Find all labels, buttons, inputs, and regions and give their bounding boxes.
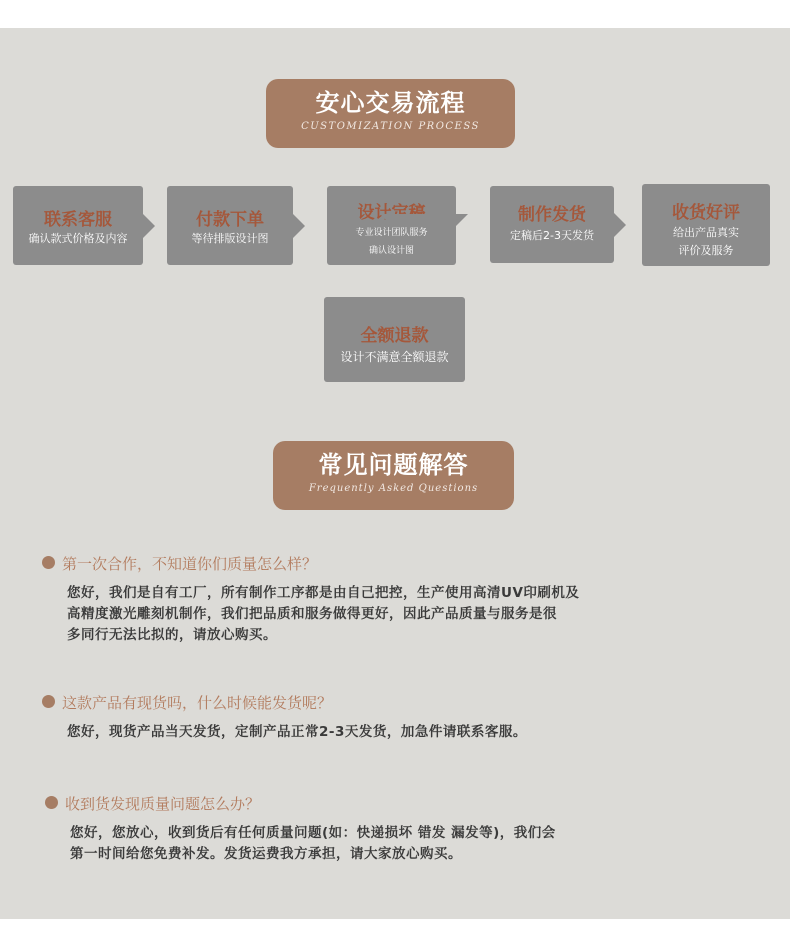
faq-subtitle: Frequently Asked Questions <box>308 483 479 494</box>
faq-answer <box>67 583 579 646</box>
step-title: 收货好评 <box>672 203 740 223</box>
step-title: 设计定稿 <box>357 203 426 223</box>
process-subtitle: CUSTOMIZATION PROCESS <box>301 121 480 132</box>
step-desc: 评价及服务 <box>678 244 734 257</box>
step-pay-order <box>167 186 293 265</box>
step-title: 全额退款 <box>360 326 429 346</box>
step-full-refund <box>324 297 465 382</box>
faq-answer-line: 高精度激光雕刻机制作，我们把品质和服务做得更好，因此产品质量与服务是很 <box>67 606 557 622</box>
faq-question-text: 这款产品有现货吗，什么时候能发货呢？ <box>62 694 333 712</box>
faq-answer-line: 第一时间给您免费补发。发货运费我方承担，请大家放心购买。 <box>70 846 462 862</box>
process-title: 安心交易流程 <box>315 89 466 117</box>
faq-question-text: 收到货发现质量问题怎么办？ <box>65 795 261 813</box>
faq-answer <box>70 823 556 865</box>
step-desc: 确认款式价格及内容 <box>28 232 128 245</box>
step-title: 联系客服 <box>44 210 112 230</box>
bullet-dot-icon <box>42 556 55 569</box>
step-design-finalize <box>327 186 456 265</box>
faq-answer-line: 您好，我们是自有工厂，所有制作工序都是由自己把控，生产使用高清UV印刷机及 <box>67 585 580 601</box>
faq-question-text: 第一次合作，不知道你们质量怎么样？ <box>62 555 318 573</box>
faq-question <box>42 553 317 574</box>
step-desc: 等待排版设计图 <box>191 232 269 245</box>
step-desc: 设计不满意全额退款 <box>340 350 449 364</box>
step-receive-review <box>642 184 770 266</box>
faq-question <box>42 692 332 713</box>
faq-question <box>45 793 260 814</box>
faq-answer <box>67 722 527 743</box>
faq-banner <box>273 441 514 510</box>
step-desc: 专业设计团队服务 <box>355 228 428 238</box>
faq-title: 常见问题解答 <box>318 451 469 479</box>
bullet-dot-icon <box>42 695 55 708</box>
faq-answer-line: 您好，现货产品当天发货，定制产品正常2-3天发货，加急件请联系客服。 <box>67 724 527 740</box>
step-contact-service <box>13 186 143 265</box>
bullet-dot-icon <box>45 796 58 809</box>
step-desc: 确认设计图 <box>368 246 414 256</box>
faq-answer-line: 您好，您放心，收到货后有任何质量问题(如：快递损坏 错发 漏发等)，我们会 <box>70 825 556 841</box>
step-produce-ship <box>490 186 614 263</box>
step-desc: 给出产品真实 <box>673 226 739 239</box>
step-title: 制作发货 <box>518 205 586 225</box>
step-title: 付款下单 <box>196 210 264 230</box>
process-banner <box>266 79 515 148</box>
faq-answer-line: 多同行无法比拟的，请放心购买。 <box>67 627 277 643</box>
step-desc: 定稿后2-3天发货 <box>510 229 594 242</box>
